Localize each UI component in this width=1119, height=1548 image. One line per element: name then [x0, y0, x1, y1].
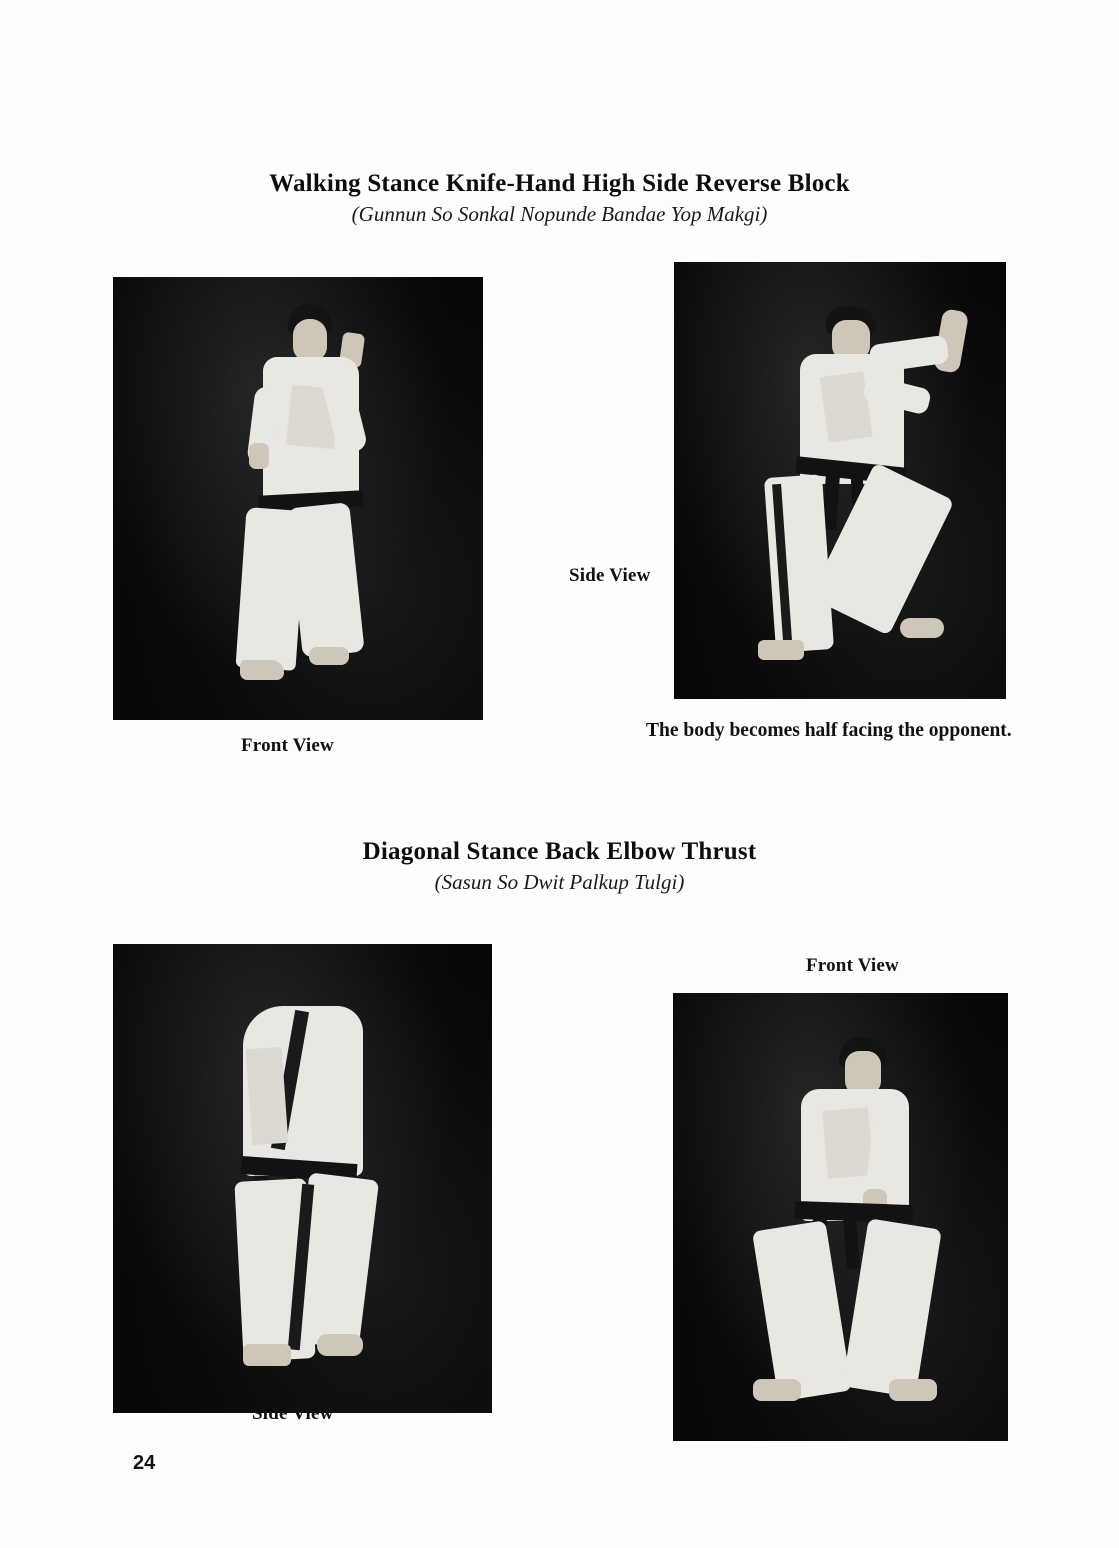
figure-foot-back [758, 640, 804, 660]
section-2-korean-title: (Sasun So Dwit Palkup Tulgi) [434, 870, 685, 894]
note-half-facing: The body becomes half facing the opponent. [646, 720, 1012, 741]
figure-head [293, 319, 327, 361]
figure-foot-right [889, 1379, 937, 1401]
figure-foot-back [240, 660, 284, 680]
section-1-title: Walking Stance Knife-Hand High Side Reverse Block [269, 170, 850, 197]
caption-front-view-1: Front View [241, 735, 334, 756]
caption-side-view-1: Side View [569, 565, 651, 586]
figure-lapel [822, 1107, 874, 1179]
figure-foot-front [317, 1334, 363, 1356]
figure-foot-back [243, 1344, 291, 1366]
figure-image-side-view-2 [113, 944, 492, 1413]
figure-image-side-view-1 [674, 262, 1006, 699]
figure-foot-front [900, 618, 944, 638]
figure-foot-left [753, 1379, 801, 1401]
section-1-heading [0, 170, 1119, 227]
section-1-korean-title: (Gunnun So Sonkal Nopunde Bandae Yop Makgi) [351, 202, 768, 226]
section-2-title: Diagonal Stance Back Elbow Thrust [362, 838, 757, 865]
figure-sleeve [246, 1047, 289, 1145]
figure-foot-front [309, 647, 349, 665]
figure-lapel [820, 371, 873, 442]
figure-fist [249, 443, 269, 469]
caption-side-view-2: Side View [252, 1403, 334, 1424]
section-2-heading [0, 838, 1119, 895]
page-number: 24 [133, 1452, 156, 1474]
caption-front-view-2: Front View [806, 955, 899, 976]
figure-image-front-view-2 [673, 993, 1008, 1441]
figure-image-front-view-1 [113, 277, 483, 720]
